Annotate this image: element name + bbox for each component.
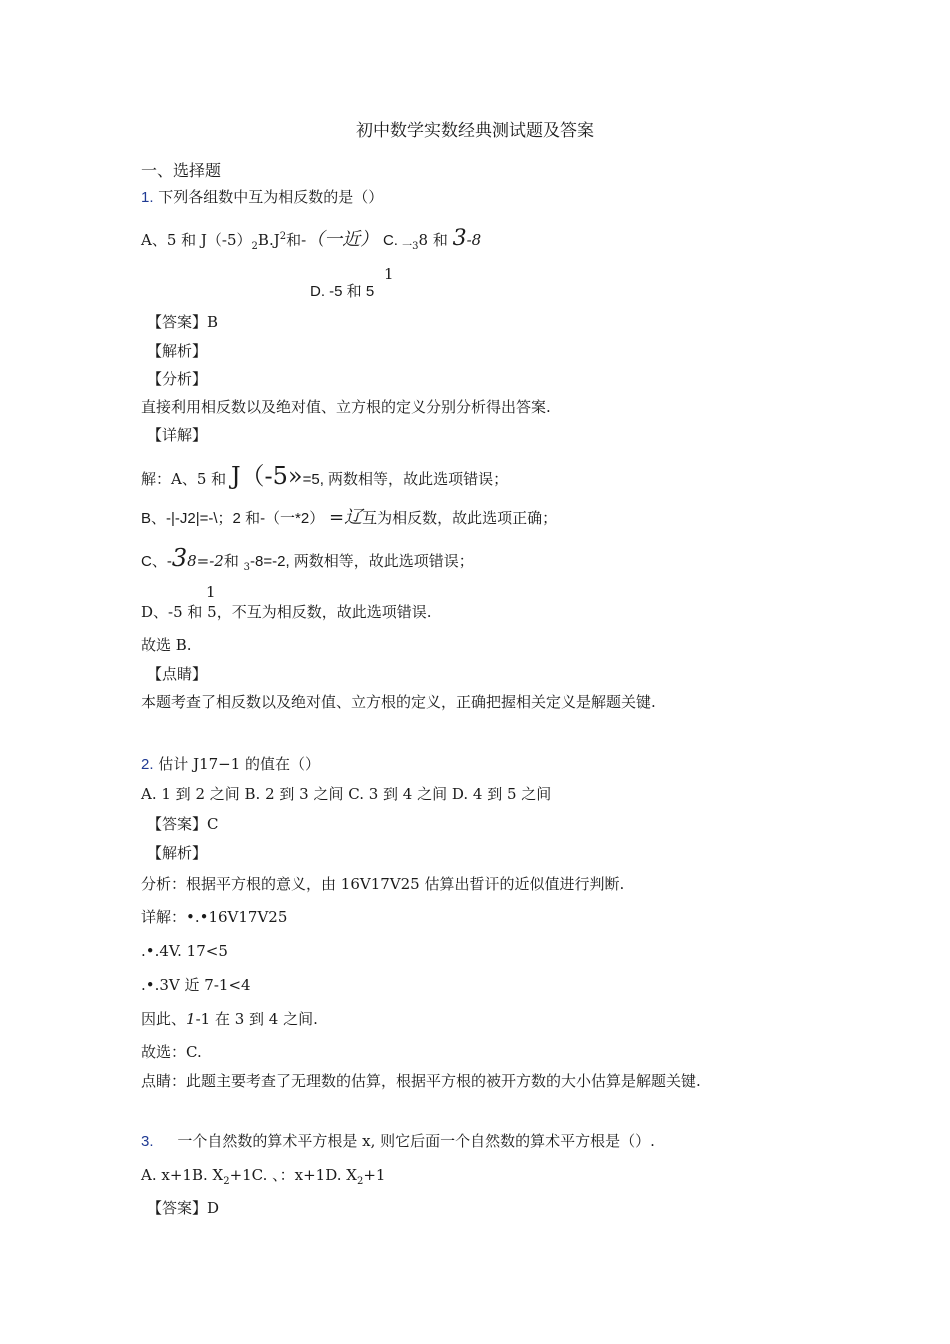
solution-c-ital: 8=-2 bbox=[187, 552, 224, 570]
question-3-stem bbox=[141, 1131, 655, 1152]
detail-text: 详解：•.•16V17V25 bbox=[141, 908, 288, 926]
solution-b-ital: =辽 bbox=[329, 507, 363, 528]
option-c-tail: -8 bbox=[466, 231, 482, 249]
option-d-numerator: 1 bbox=[384, 265, 394, 283]
solution-b-post: 互为相反数，故此选项正确； bbox=[362, 509, 558, 527]
answer-label: 【答案】C bbox=[147, 815, 219, 833]
conclusion: 故选 B. bbox=[141, 636, 192, 654]
option-b: B.J bbox=[257, 231, 280, 249]
option-c-rest: 8 和 bbox=[418, 231, 448, 249]
question-1-options-abc bbox=[141, 227, 481, 257]
solution-c-big: 3 bbox=[171, 544, 188, 572]
solution-a-post: =5, 两数相等，故此选项错误； bbox=[302, 471, 509, 488]
question-number: 3. bbox=[141, 1133, 154, 1150]
option-d-rest: +1 bbox=[363, 1166, 386, 1184]
option-a: A. x+1B. X bbox=[141, 1166, 224, 1184]
option-b-rest: +1C. 、：x+1D. X bbox=[229, 1166, 357, 1184]
solution-c-mid: 和 bbox=[223, 552, 239, 570]
solution-d: D、-5 和 5，不互为相反数，故此选项错误. bbox=[141, 603, 432, 621]
option-a: A、5 和 J（-5） bbox=[141, 231, 252, 249]
option-d: D. -5 和 5 bbox=[310, 283, 375, 300]
option-a-sub: 2 bbox=[251, 241, 258, 252]
solution-a-pre: 解：A、5 和 bbox=[141, 470, 227, 488]
therefore-ital: 1 bbox=[186, 1010, 196, 1028]
solution-b-pre: B、-|-J2|=-\；2 和-（一*2） bbox=[141, 510, 325, 527]
option-a-sub: 2 bbox=[223, 1176, 230, 1187]
question-number: 1. bbox=[141, 189, 154, 206]
fenxi-label: 【分析】 bbox=[147, 370, 208, 388]
option-c-sub: 一3 bbox=[402, 241, 419, 252]
conclusion: 故选：C. bbox=[141, 1043, 202, 1061]
remark-text: 点睛：此题主要考查了无理数的估算，根据平方根的被开方数的大小估算是解题关键. bbox=[141, 1072, 701, 1090]
question-text: 下列各组数中互为相反数的是（） bbox=[158, 188, 384, 206]
option-b-radical: （一近） bbox=[306, 229, 379, 250]
therefore-pre: 因此、 bbox=[141, 1010, 187, 1028]
therefore-line bbox=[141, 1009, 318, 1029]
question-1-stem bbox=[141, 187, 383, 208]
remark-label: 【点睛】 bbox=[147, 665, 208, 683]
option-c-big: 3 bbox=[452, 226, 467, 251]
solution-c-sub: 3 bbox=[243, 562, 251, 573]
solution-c bbox=[141, 544, 474, 578]
question-2-stem bbox=[141, 754, 320, 775]
analysis-label: 【解析】 bbox=[147, 342, 208, 360]
section-heading: 一、选择题 bbox=[141, 161, 222, 180]
solution-c-pre: C、- bbox=[141, 553, 172, 570]
detail-step-2: .•.3V 近 7-1<4 bbox=[141, 976, 251, 994]
option-b-rest: 和- bbox=[286, 231, 307, 249]
option-b-sup: 2 bbox=[279, 231, 287, 242]
analysis-label: 【解析】 bbox=[147, 844, 208, 862]
solution-a-big: J（-5» bbox=[230, 462, 303, 490]
question-2-options: A. 1 到 2 之间 B. 2 到 3 之间 C. 3 到 4 之间 D. 4 到 5 之间 bbox=[141, 785, 552, 803]
question-text: 一个自然数的算术平方根是 x, 则它后面一个自然数的算术平方根是（）. bbox=[177, 1132, 655, 1150]
therefore-post: -1 在 3 到 4 之间. bbox=[195, 1010, 318, 1028]
solution-b bbox=[141, 508, 557, 529]
analysis-text: 分析：根据平方根的意义，由 16V17V25 估算出晢讦的近似值进行判断. bbox=[141, 875, 625, 893]
option-d-sub: 2 bbox=[356, 1176, 364, 1187]
answer-label: 【答案】B bbox=[147, 313, 219, 331]
detail-step-1: .•.4V. 17<5 bbox=[141, 942, 228, 960]
fenxi-text: 直接利用相反数以及绝对值、立方根的定义分别分析得出答案. bbox=[141, 398, 551, 416]
question-number: 2. bbox=[141, 756, 154, 773]
question-text: 估计 J17−1 的值在（） bbox=[158, 755, 321, 773]
solution-a bbox=[141, 462, 509, 490]
detail-label: 【详解】 bbox=[147, 426, 208, 444]
solution-c-post: -8=-2, 两数相等，故此选项错误； bbox=[250, 553, 474, 570]
option-c: C. bbox=[382, 232, 403, 249]
answer-label: 【答案】D bbox=[147, 1199, 220, 1217]
page-title: 初中数学实数经典测试题及答案 bbox=[356, 121, 594, 141]
remark-text: 本题考查了相反数以及绝对值、立方根的定义，正确把握相关定义是解题关键. bbox=[141, 693, 656, 711]
question-3-options bbox=[141, 1165, 385, 1192]
solution-d-numerator: 1 bbox=[206, 583, 216, 601]
